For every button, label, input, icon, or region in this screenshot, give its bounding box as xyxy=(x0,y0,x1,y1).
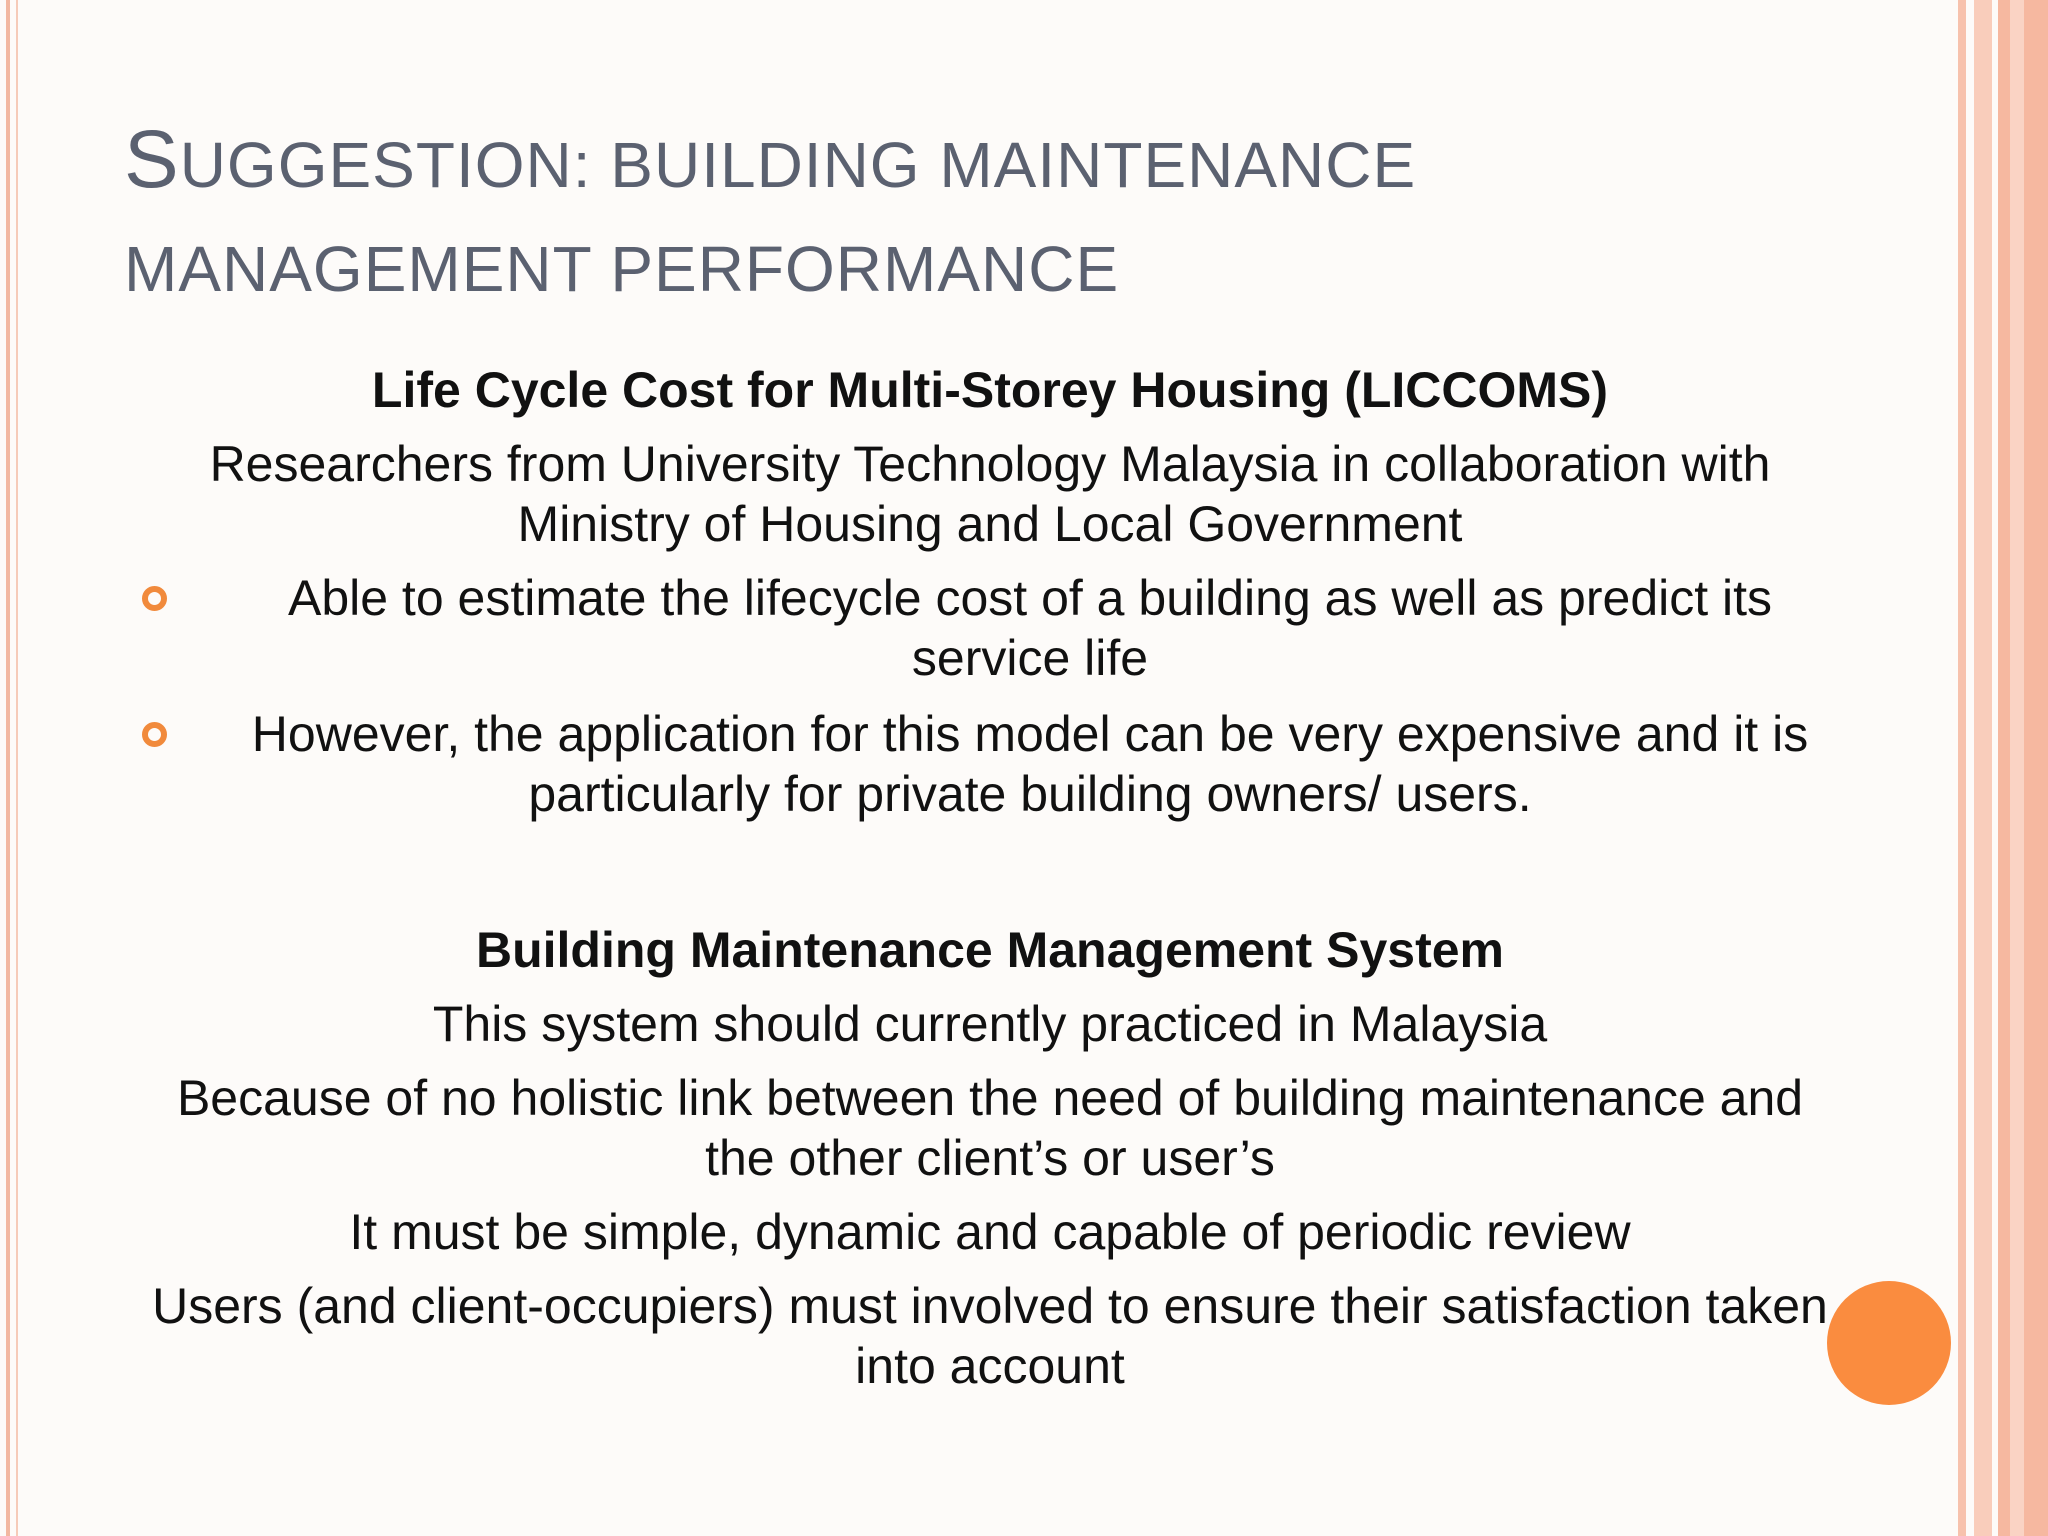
paragraph: Because of no holistic link between the need of building maintenance and the other client’s or user’s xyxy=(176,1070,1804,1186)
paragraph: It must be simple, dynamic and capable of periodic review xyxy=(349,1204,1631,1260)
bullet-ring-icon xyxy=(142,586,167,611)
right-border-stripe xyxy=(1974,0,1992,1536)
slide-body xyxy=(140,360,1840,1410)
section-heading-bmms: Building Maintenance Management System xyxy=(476,922,1504,978)
bullet-ring-icon xyxy=(142,722,167,747)
title-line-2: MANAGEMENT PERFORMANCE xyxy=(124,233,1120,305)
slide-title xyxy=(124,108,1724,321)
right-border-stripe xyxy=(1958,0,1966,1536)
left-border-line xyxy=(6,0,10,1536)
bullet-text: However, the application for this model can be very expensive and it is particularly for private building owners/ users. xyxy=(251,706,1809,822)
bullet-text: Able to estimate the lifecycle cost of a building as well as predict its service life xyxy=(287,570,1773,686)
left-border-line-inner xyxy=(16,0,18,1536)
section-heading-liccoms: Life Cycle Cost for Multi-Storey Housing (LICCOMS) xyxy=(371,362,1609,418)
paragraph: This system should currently practiced in Malaysia xyxy=(432,996,1548,1052)
right-border-stripe xyxy=(2010,0,2024,1536)
paragraph: Users (and client-occupiers) must involved to ensure their satisfaction taken into account xyxy=(152,1278,1828,1394)
section-gap xyxy=(140,840,1840,920)
title-line-1: SUGGESTION: BUILDING MAINTENANCE xyxy=(124,114,1417,205)
intro-paragraph: Researchers from University Technology Malaysia in collaboration with Ministry of Housing and Local Government xyxy=(209,436,1771,552)
decorative-circle xyxy=(1827,1281,1951,1405)
bullet-item xyxy=(140,704,1840,824)
bullet-item xyxy=(140,568,1840,688)
